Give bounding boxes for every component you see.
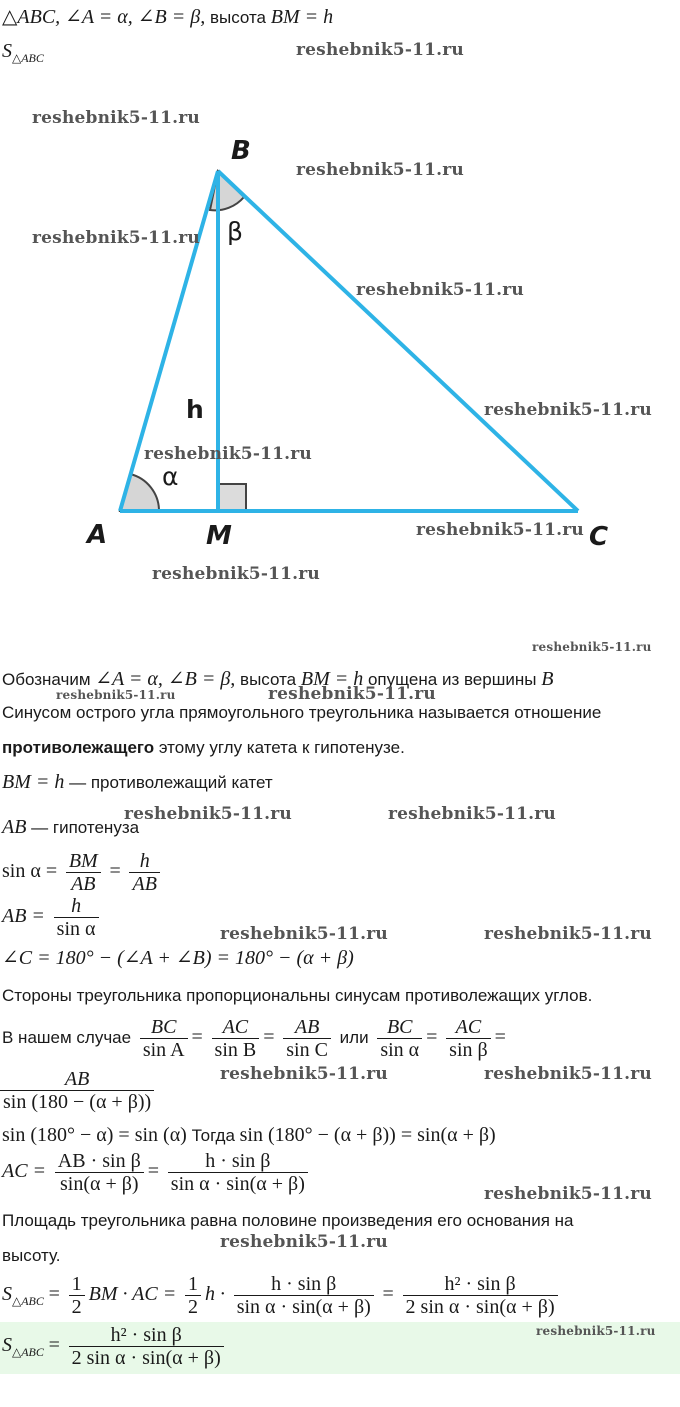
- triangle-figure: [0, 0, 680, 600]
- answer-fraction: [69, 1324, 224, 1369]
- denominator: 2: [69, 1295, 85, 1318]
- watermark: reshebnik5-11.ru: [32, 108, 200, 128]
- watermark: reshebnik5-11.ru: [356, 280, 524, 300]
- label-c: C: [589, 522, 609, 552]
- opposite-leg-line: [2, 771, 273, 794]
- fraction-h-ab: [129, 850, 159, 895]
- identity-2: sin (180° − (α + β)) = sin(α + β): [239, 1124, 496, 1146]
- answer-formula: [2, 1324, 228, 1369]
- fraction-bm-ab: [66, 850, 101, 895]
- numerator: h · sin β: [205, 1150, 271, 1172]
- numerator: h · sin β: [271, 1273, 337, 1295]
- area-s: S: [2, 1282, 12, 1305]
- fraction-h-sin-alpha: [54, 895, 99, 940]
- watermark: reshebnik5-11.ru: [152, 564, 320, 584]
- equals: =: [109, 859, 121, 882]
- numerator: h² · sin β: [110, 1324, 182, 1346]
- denominator: 2 sin α · sin(α + β): [69, 1346, 224, 1369]
- fraction-h-sin-beta: [168, 1150, 308, 1195]
- or-word: или: [339, 1027, 369, 1047]
- watermark: reshebnik5-11.ru: [536, 1324, 656, 1338]
- law-of-sines-case: В нашем случае $\frac{BC}{\text{sin A}}$ = $\frac{AC}{\text{sin B}}$ = $\frac{AB}{\text{sin C}}$ или $\frac{BC}{\text{sin α}}$ = $\frac{AC}{\text{sin β}}$ =: [2, 1016, 506, 1061]
- equals: =: [48, 1282, 60, 1305]
- watermark: reshebnik5-11.ru: [388, 804, 556, 824]
- watermark: reshebnik5-11.ru: [32, 228, 200, 248]
- label-m: M: [206, 521, 232, 551]
- label-alpha: α: [162, 462, 179, 491]
- area-text-1: Площадь треугольника равна половине произведения его основания на: [2, 1211, 574, 1230]
- given-height-label: высота: [209, 8, 267, 27]
- numerator: AB: [64, 1068, 90, 1090]
- label-beta: β: [227, 217, 243, 246]
- leg-math: BM = h: [2, 771, 65, 793]
- fraction-ac-sin-b: [212, 1016, 260, 1061]
- bold-word: противолежащего: [2, 738, 155, 757]
- notation-mid: высота: [240, 670, 297, 689]
- hyp-math: AB: [2, 816, 27, 838]
- watermark: reshebnik5-11.ru: [296, 160, 464, 180]
- sin-alpha-formula: [2, 850, 164, 895]
- ac-formula: AC = $\frac{\text{AB · sin β}}{\sin(\alpha + \beta)}$ = $\frac{\text{h · sin β}}{\text{sin α · sin(α + β)}}$: [2, 1150, 312, 1195]
- ab-formula: [2, 895, 103, 940]
- leg-text: — противолежащий катет: [69, 773, 273, 792]
- given-triangle: △ABC, ∠A = α, ∠B = β,: [2, 6, 206, 28]
- sine-definition-2: [2, 738, 405, 758]
- sine-definition-1: Синусом острого угла прямоугольного треугольника называется отношение: [2, 703, 602, 722]
- denominator: sin α: [54, 917, 99, 940]
- numerator: 1: [71, 1273, 82, 1295]
- area-h: h ·: [204, 1282, 225, 1305]
- denominator: 2 sin α · sin(α + β): [403, 1295, 558, 1318]
- denominator: sin A: [140, 1038, 188, 1061]
- denominator: sin C: [283, 1038, 331, 1061]
- watermark: reshebnik5-11.ru: [484, 1184, 652, 1204]
- denominator: AB: [66, 872, 101, 895]
- watermark: reshebnik5-11.ru: [416, 520, 584, 540]
- area-bm-ac: BM · AC =: [88, 1282, 177, 1305]
- numerator: AC: [455, 1016, 482, 1038]
- fraction-bc-sin-alpha: [377, 1016, 422, 1061]
- find-s: S: [2, 40, 12, 62]
- identity-1: sin (180° − α) = sin (α): [2, 1124, 187, 1146]
- denominator: AB: [129, 872, 159, 895]
- label-b: B: [231, 136, 251, 166]
- angle-c-formula: ∠C = 180° − (∠A + ∠B) = 180° − (α + β): [2, 947, 354, 969]
- fraction-half-1: [69, 1273, 85, 1318]
- denominator: sin(α + β): [55, 1172, 144, 1195]
- definition-rest: этому углу катета к гипотенузе.: [158, 738, 405, 757]
- notation-angles: ∠A = α, ∠B = β,: [95, 668, 236, 690]
- equals: =: [382, 1282, 394, 1305]
- watermark: reshebnik5-11.ru: [220, 924, 388, 944]
- denominator: sin α · sin(α + β): [168, 1172, 308, 1195]
- answer-sub: △ABC: [12, 1344, 44, 1359]
- sin-alpha-lhs: sin α =: [2, 859, 58, 882]
- answer-s: S: [2, 1333, 12, 1356]
- fraction-ab-sin-180: [0, 1068, 154, 1113]
- denominator: sin B: [212, 1038, 260, 1061]
- then-word: Тогда: [191, 1126, 235, 1145]
- notation-height: BM = h: [300, 668, 364, 690]
- denominator: 2: [185, 1295, 201, 1318]
- numerator: h: [139, 850, 150, 872]
- find-sub: △ABC: [12, 51, 44, 65]
- denominator: sin (180 − (α + β)): [0, 1090, 154, 1113]
- given-height: BM = h: [270, 6, 334, 28]
- sin-identity-line: [2, 1124, 496, 1147]
- fraction-ab-sin-c: [283, 1016, 331, 1061]
- fraction-area-2: [403, 1273, 558, 1318]
- numerator: AB: [294, 1016, 320, 1038]
- notation-prefix: Обозначим: [2, 670, 91, 689]
- watermark: reshebnik5-11.ru: [220, 1232, 388, 1252]
- fraction-ac-sin-beta: [446, 1016, 491, 1061]
- notation-suffix: опущена из вершины: [367, 670, 537, 689]
- watermark: reshebnik5-11.ru: [124, 804, 292, 824]
- hypotenuse-line: [2, 816, 139, 839]
- label-a: A: [87, 520, 108, 550]
- watermark: reshebnik5-11.ru: [56, 688, 176, 702]
- area-formula: [2, 1273, 562, 1318]
- fraction-half-2: [185, 1273, 201, 1318]
- ab-lhs: AB =: [2, 904, 45, 927]
- watermark: reshebnik5-11.ru: [484, 924, 652, 944]
- label-h: h: [186, 395, 204, 424]
- numerator: AC: [222, 1016, 249, 1038]
- fraction-area-1: [234, 1273, 374, 1318]
- numerator: BC: [150, 1016, 177, 1038]
- numerator: 1: [187, 1273, 198, 1295]
- watermark: reshebnik5-11.ru: [484, 1064, 652, 1084]
- denominator: sin α · sin(α + β): [234, 1295, 374, 1318]
- equals: =: [48, 1333, 60, 1356]
- numerator: h² · sin β: [444, 1273, 516, 1295]
- notation-vertex: B: [541, 668, 554, 690]
- numerator: h: [71, 895, 82, 917]
- law-of-sines-text: Стороны треугольника пропорциональны синусам противолежащих углов.: [2, 986, 593, 1005]
- numerator: BM: [68, 850, 98, 872]
- fraction-ab-sin-beta: [55, 1150, 144, 1195]
- watermark: reshebnik5-11.ru: [268, 684, 436, 704]
- watermark: reshebnik5-11.ru: [532, 640, 652, 654]
- fraction-bc-sin-a: [140, 1016, 188, 1061]
- hyp-text: — гипотенуза: [31, 818, 140, 837]
- watermark: reshebnik5-11.ru: [484, 400, 652, 420]
- law-of-sines-case-cont: [0, 1068, 154, 1113]
- numerator: BC: [386, 1016, 413, 1038]
- watermark: reshebnik5-11.ru: [220, 1064, 388, 1084]
- watermark: reshebnik5-11.ru: [296, 40, 464, 60]
- numerator: AB · sin β: [57, 1150, 141, 1172]
- ac-lhs: AC =: [2, 1159, 47, 1182]
- case-prefix: В нашем случае: [2, 1027, 132, 1047]
- denominator: sin α: [377, 1038, 422, 1061]
- area-text-2: высоту.: [2, 1246, 61, 1265]
- watermark: reshebnik5-11.ru: [144, 444, 312, 464]
- denominator: sin β: [446, 1038, 491, 1061]
- area-sub: △ABC: [12, 1293, 44, 1308]
- right-angle-mark: [218, 484, 246, 511]
